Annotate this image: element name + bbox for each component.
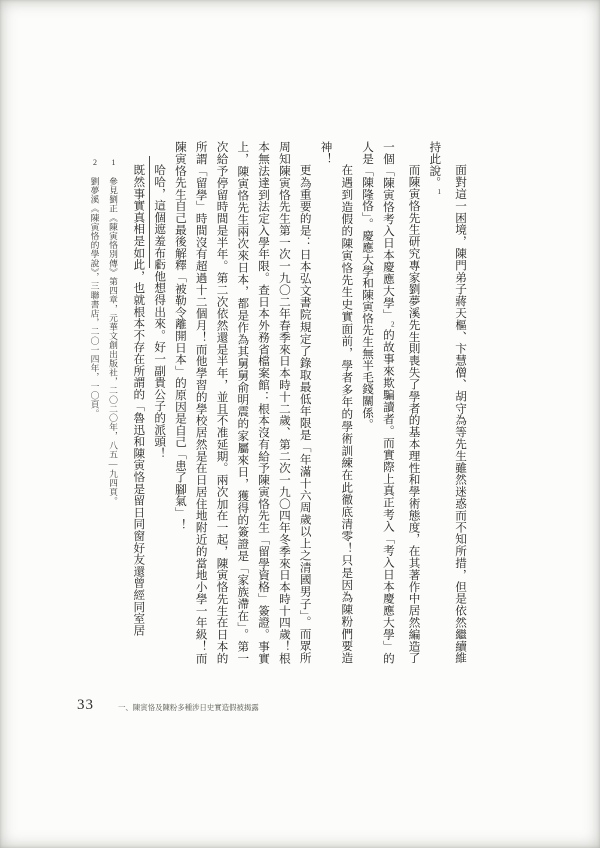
- page-number: 33: [77, 697, 94, 713]
- footnote: 1 參見劉正《陳寅恪別傳》第四章，元華文創出版社，二〇二〇年，八五—九四頁。: [108, 158, 118, 506]
- paragraph: 而陳寅恪先生研究專家劉夢溪先生則喪失了學者的基本理性和學術態度，在其著作中居然編造了一個「陳寅恪考入日本慶應大學」$^2$的故事來欺騙讀者。而實際上真正考入「考入日本慶應大學」的人是「陳隆恪」。慶應大學和陳寅恪先生無半毛錢關係。: [361, 141, 421, 665]
- paragraph: 面對這一困境，陳門弟子蔣天樞、卞慧僧、胡守為等先生雖然迷惑而不知所措，但是依然繼續維持此說。$^1$: [428, 141, 467, 664]
- paragraph: 哈哈，這個遮羞布虧他想得出來。好一副貴公子的派頭！: [153, 164, 167, 460]
- footnote-number: 1: [109, 158, 118, 177]
- footnotes-block: [86, 158, 122, 536]
- main-text-block: [132, 141, 470, 664]
- footnote: 2 劉夢溪《陳寅恪的學說》，三聯書店，二〇一四年，一〇頁。: [89, 158, 100, 418]
- paragraph: 在遇到造假的陳寅恪先生史實面前，學者多年的學術訓練在此徹底清零！只是因為陳粉們要造神！: [319, 141, 354, 664]
- footnote-marker: 2: [388, 320, 397, 329]
- footnote-marker: 1: [435, 188, 444, 197]
- footnote-number: 2: [90, 158, 100, 177]
- paragraph: 更為重要的是：日本弘文書院規定了錄取最低年限是「年滿十六周歲以上之清國男子」。而眾所周知陳寅恪先生第一次一九〇二年春季來日本時十二歲、第二次一九〇四年冬季來日本時十四歲！根本無法達到法定入學年限。查日本外務省檔案館：根本沒有給予陳寅恪先生「留學資格」簽證。事實上，陳寅恪先生兩次來日本，都是作為其舅舅俞明震的家屬來日，獲得的簽證是「家族滯在」。第一次給予停留時間是半年。第二次依然還是半年，並且不准延期。兩次加在一起，陳寅恪先生在日本的所謂「留學」時間沒有超過十二個月！而他學習的學校居然是在日居住地附近的當地小學一年級！而陳寅恪先生自己最後解釋「被勒令離開日本」的原因是自己「患了腳氣」！: [173, 141, 312, 664]
- paragraph: 既然事實真相是如此，也就根本不存在所謂的「魯迅和陳寅恪是留日同窗好友還曾經同室居: [132, 164, 146, 637]
- footnote-separator-rule: [149, 156, 150, 268]
- running-title: 一、陳寅恪及陳粉多種涉日史實造假被揭露: [118, 703, 259, 712]
